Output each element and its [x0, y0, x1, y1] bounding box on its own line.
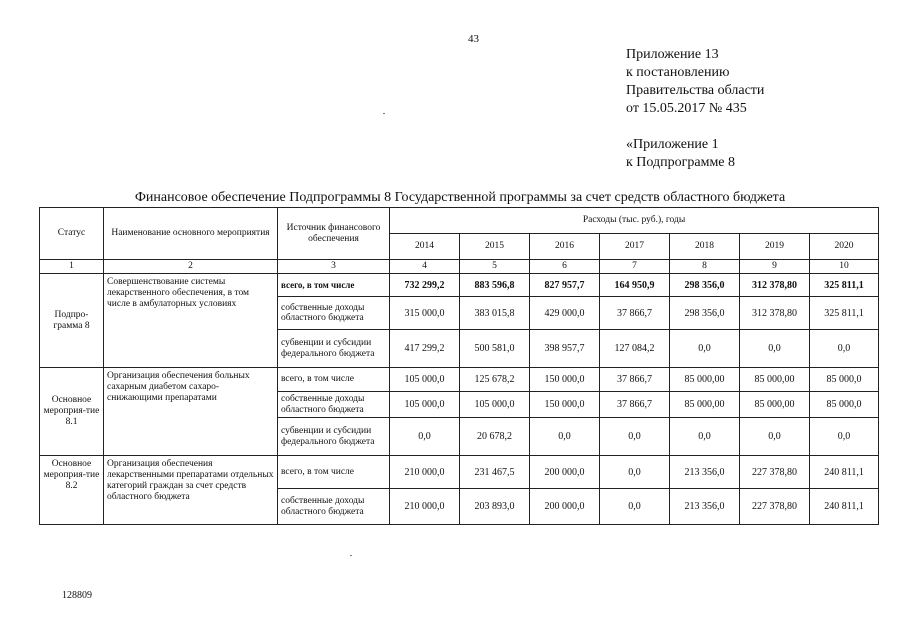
appendix-line-3: Правительства области	[626, 83, 765, 98]
value-cell: 383 015,8	[460, 297, 530, 330]
header-row	[40, 208, 879, 234]
appendix-gap	[626, 118, 764, 136]
value-cell: 37 866,7	[600, 368, 670, 392]
column-number: 4	[390, 260, 460, 274]
column-number: 8	[670, 260, 740, 274]
status-cell: Подпро-грамма 8	[40, 274, 104, 368]
header-year: 2014	[390, 234, 460, 260]
appendix-line-5: «Приложение 1	[626, 137, 719, 152]
value-cell: 37 866,7	[600, 392, 670, 418]
scan-dot	[350, 555, 352, 556]
value-cell: 298 356,0	[670, 297, 740, 330]
document-id: 128809	[62, 590, 92, 601]
measure-cell: Организация обеспечения лекарственными препаратами отдельных категорий граждан за счет средств областного бюджета	[104, 456, 278, 525]
value-cell: 0,0	[600, 489, 670, 525]
value-cell: 312 378,80	[740, 274, 810, 297]
header-status: Статус	[40, 208, 104, 260]
scan-dot	[383, 113, 385, 114]
value-cell: 213 356,0	[670, 456, 740, 489]
value-cell: 210 000,0	[390, 489, 460, 525]
column-number: 1	[40, 260, 104, 274]
value-cell: 398 957,7	[530, 330, 600, 368]
value-cell: 0,0	[740, 418, 810, 456]
header-source: Источник финансового обеспечения	[278, 208, 390, 260]
value-cell: 164 950,9	[600, 274, 670, 297]
source-cell: субвенции и субсидии федерального бюджета	[278, 418, 390, 456]
value-cell: 0,0	[670, 418, 740, 456]
value-cell: 37 866,7	[600, 297, 670, 330]
source-cell: субвенции и субсидии федерального бюджета	[278, 330, 390, 368]
value-cell: 325 811,1	[810, 274, 879, 297]
value-cell: 240 811,1	[810, 456, 879, 489]
value-cell: 0,0	[530, 418, 600, 456]
source-cell: всего, в том числе	[278, 368, 390, 392]
value-cell: 227 378,80	[740, 456, 810, 489]
value-cell: 0,0	[740, 330, 810, 368]
value-cell: 312 378,80	[740, 297, 810, 330]
financing-table	[39, 207, 879, 525]
header-year: 2015	[460, 234, 530, 260]
value-cell: 0,0	[810, 330, 879, 368]
value-cell: 85 000,00	[670, 392, 740, 418]
value-cell: 827 957,7	[530, 274, 600, 297]
column-number: 7	[600, 260, 670, 274]
table-row	[40, 274, 879, 297]
value-cell: 85 000,00	[740, 392, 810, 418]
status-cell: Основное мероприя-тие 8.2	[40, 456, 104, 525]
header-year: 2018	[670, 234, 740, 260]
header-year: 2020	[810, 234, 879, 260]
value-cell: 210 000,0	[390, 456, 460, 489]
appendix-line-4: от 15.05.2017 № 435	[626, 101, 747, 116]
value-cell: 417 299,2	[390, 330, 460, 368]
measure-cell: Организация обеспечения больных сахарным диабетом сахаро-снижающими препаратами	[104, 368, 278, 456]
value-cell: 231 467,5	[460, 456, 530, 489]
value-cell: 883 596,8	[460, 274, 530, 297]
value-cell: 85 000,00	[740, 368, 810, 392]
column-number: 6	[530, 260, 600, 274]
column-number: 3	[278, 260, 390, 274]
status-cell: Основное мероприя-тие 8.1	[40, 368, 104, 456]
table-row	[40, 456, 879, 489]
appendix-line-2: к постановлению	[626, 65, 730, 80]
value-cell: 227 378,80	[740, 489, 810, 525]
table-row	[40, 368, 879, 392]
value-cell: 0,0	[810, 418, 879, 456]
source-cell: всего, в том числе	[278, 456, 390, 489]
value-cell: 0,0	[600, 456, 670, 489]
source-cell: собственные доходы областного бюджета	[278, 392, 390, 418]
value-cell: 200 000,0	[530, 456, 600, 489]
header-year: 2019	[740, 234, 810, 260]
value-cell: 429 000,0	[530, 297, 600, 330]
value-cell: 125 678,2	[460, 368, 530, 392]
value-cell: 0,0	[670, 330, 740, 368]
value-cell: 85 000,0	[810, 392, 879, 418]
measure-cell: Совершенствование системы лекарственного обеспечения, в том числе в амбулаторных условиях	[104, 274, 278, 368]
value-cell: 315 000,0	[390, 297, 460, 330]
column-number: 2	[104, 260, 278, 274]
value-cell: 213 356,0	[670, 489, 740, 525]
appendix-block	[626, 46, 764, 172]
value-cell: 0,0	[600, 418, 670, 456]
header-measure: Наименование основного мероприятия	[104, 208, 278, 260]
value-cell: 150 000,0	[530, 368, 600, 392]
column-number: 10	[810, 260, 879, 274]
header-year: 2017	[600, 234, 670, 260]
value-cell: 203 893,0	[460, 489, 530, 525]
appendix-line-1: Приложение 13	[626, 47, 719, 62]
column-number: 5	[460, 260, 530, 274]
value-cell: 0,0	[390, 418, 460, 456]
value-cell: 325 811,1	[810, 297, 879, 330]
header-expenses: Расходы (тыс. руб.), годы	[390, 208, 879, 234]
source-cell: собственные доходы областного бюджета	[278, 297, 390, 330]
value-cell: 85 000,0	[810, 368, 879, 392]
column-number: 9	[740, 260, 810, 274]
value-cell: 105 000,0	[460, 392, 530, 418]
value-cell: 105 000,0	[390, 392, 460, 418]
appendix-line-6: к Подпрограмме 8	[626, 155, 736, 170]
header-year: 2016	[530, 234, 600, 260]
source-cell: всего, в том числе	[278, 274, 390, 297]
value-cell: 150 000,0	[530, 392, 600, 418]
table-title: Финансовое обеспечение Подпрограммы 8 Государственной программы за счет средств областного бюджета	[134, 190, 786, 205]
value-cell: 20 678,2	[460, 418, 530, 456]
value-cell: 127 084,2	[600, 330, 670, 368]
value-cell: 105 000,0	[390, 368, 460, 392]
column-number-row	[40, 260, 879, 274]
value-cell: 298 356,0	[670, 274, 740, 297]
value-cell: 732 299,2	[390, 274, 460, 297]
value-cell: 200 000,0	[530, 489, 600, 525]
value-cell: 500 581,0	[460, 330, 530, 368]
value-cell: 85 000,00	[670, 368, 740, 392]
page-number: 43	[468, 33, 479, 45]
source-cell: собственные доходы областного бюджета	[278, 489, 390, 525]
value-cell: 240 811,1	[810, 489, 879, 525]
